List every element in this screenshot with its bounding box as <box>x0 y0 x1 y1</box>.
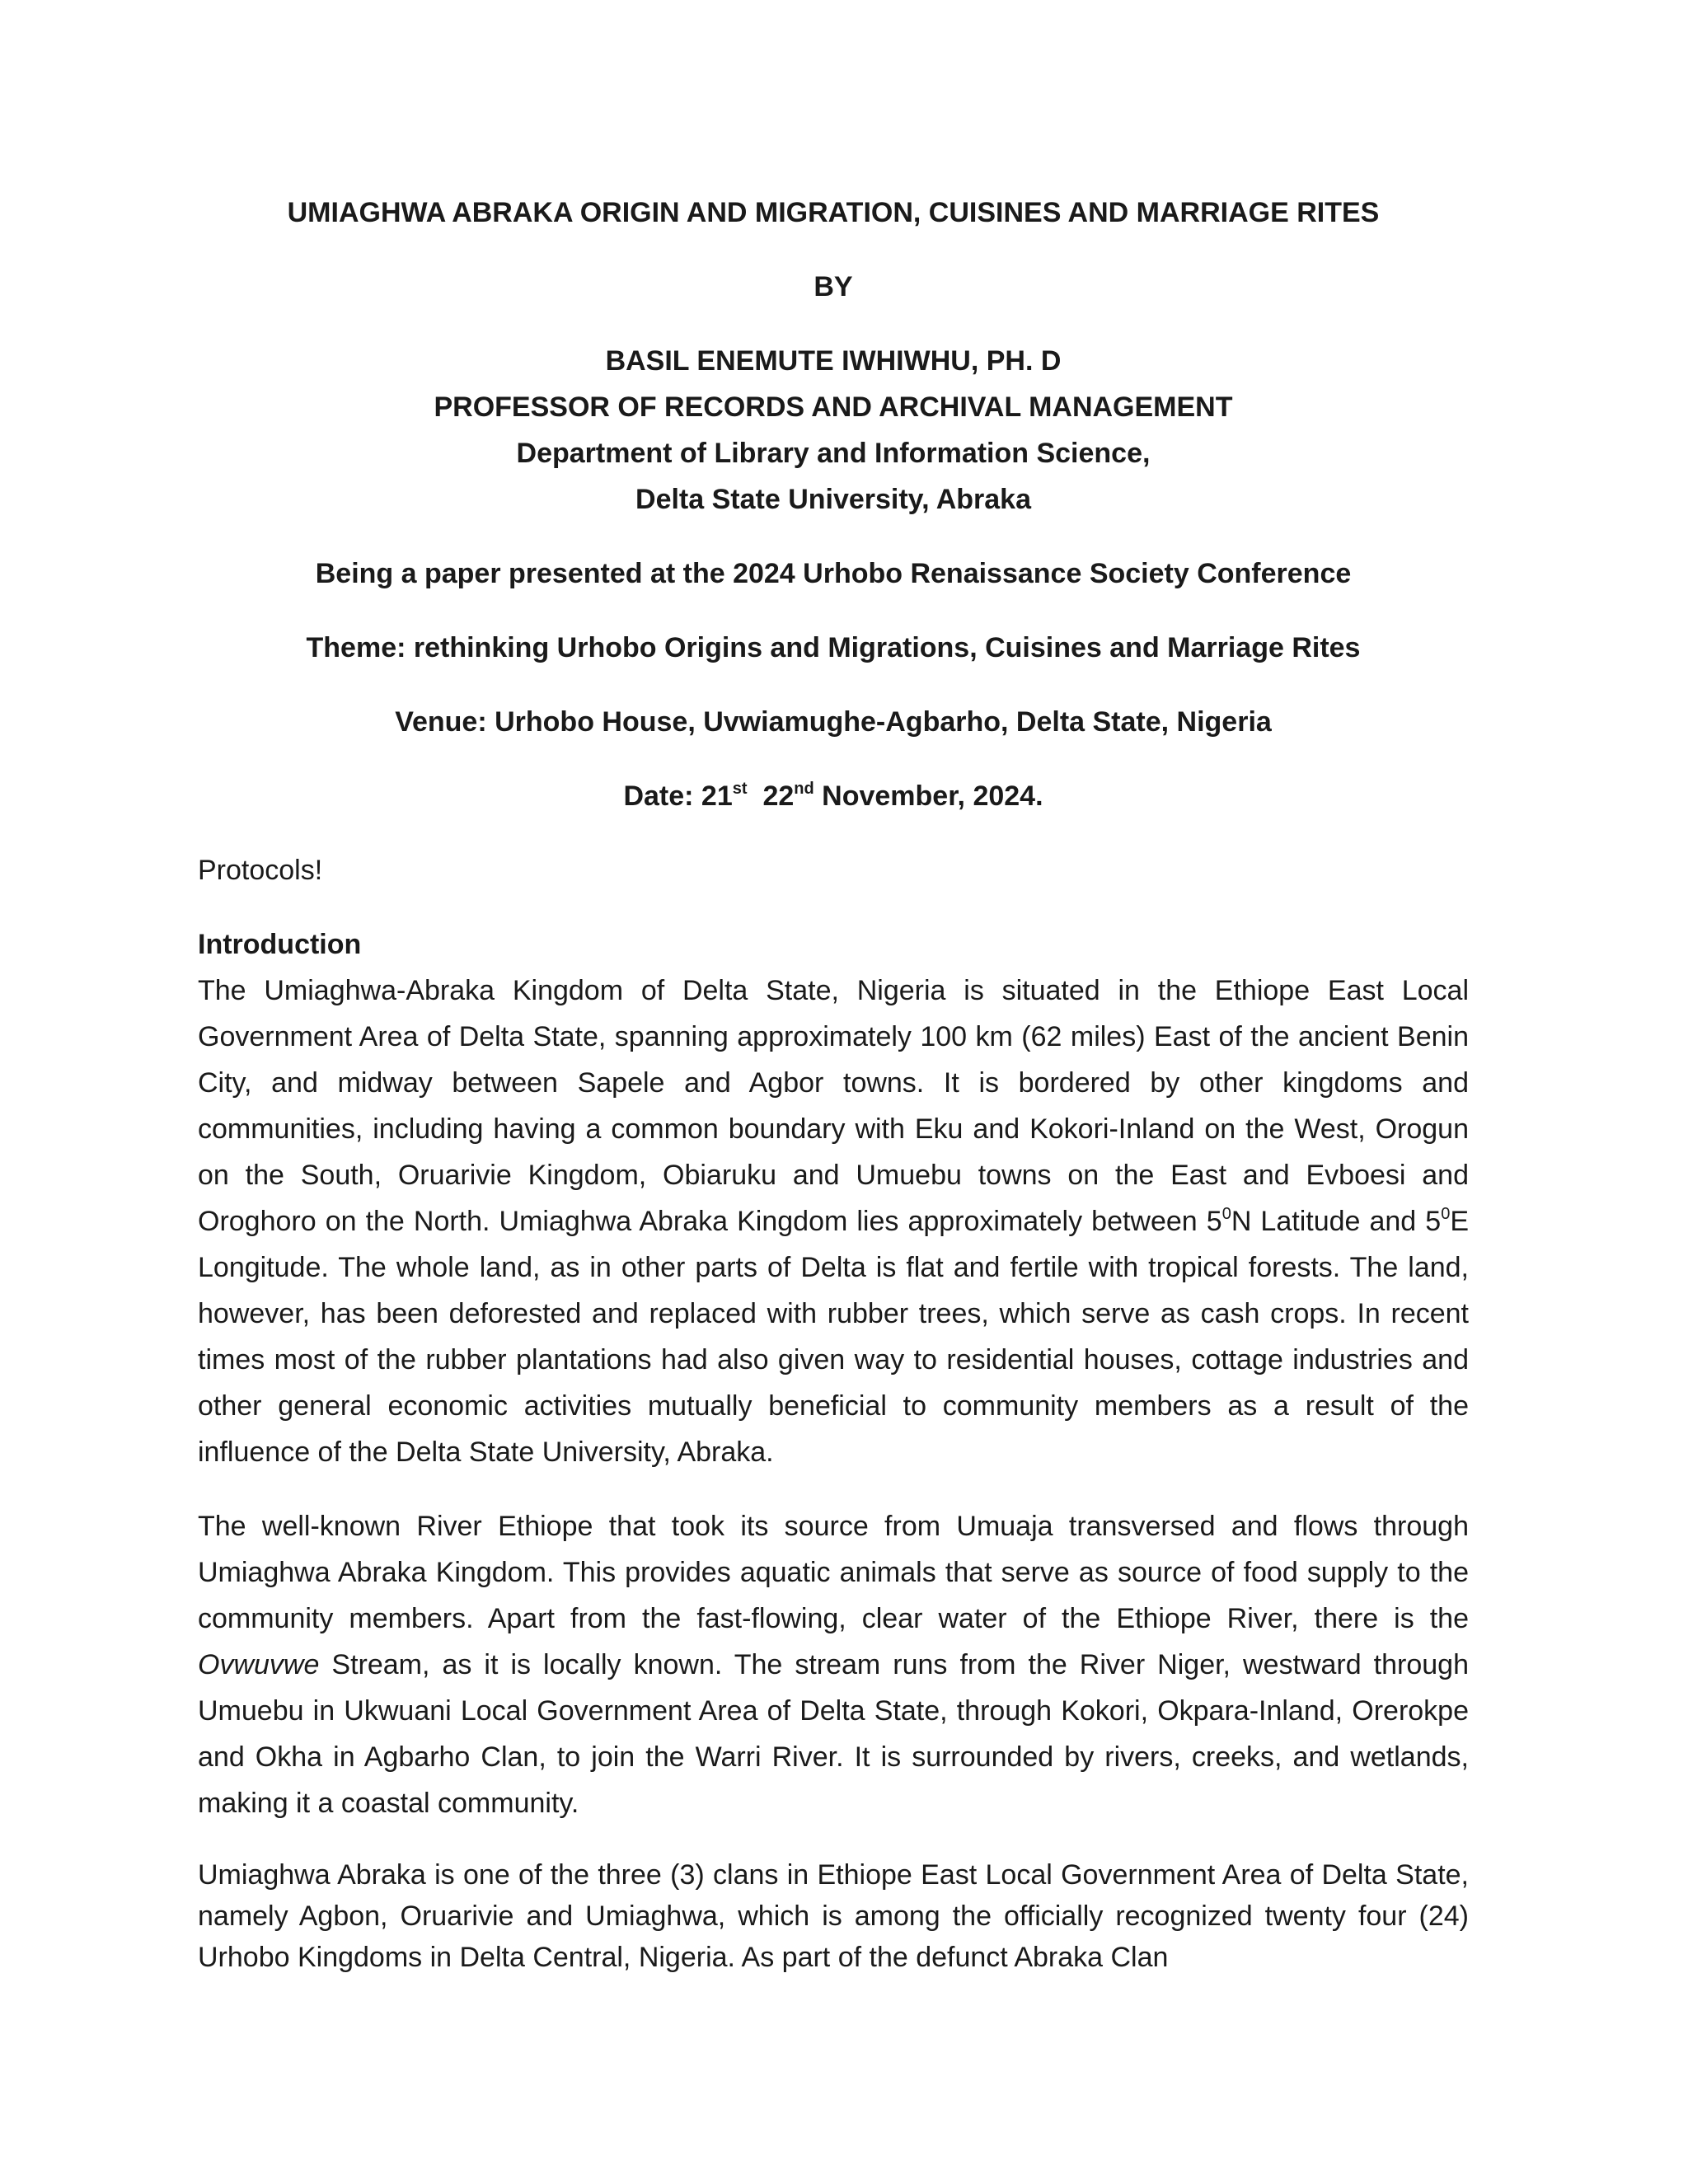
paragraph-1 <box>198 968 1469 1475</box>
paragraph-1-text-c: E Longitude. The whole land, as in other parts of Delta is flat and fertile with tropical forests. The land, however, has been deforested and replaced with rubber trees, which serve as cash crops. In recent times most of the rubber plantations had also given way to residential houses, cottage industries and other general economic activities mutually beneficial to community members as a result of the influence of the Delta State University, Abraka. <box>198 1206 1469 1468</box>
document-page <box>198 190 1469 1978</box>
author-university: Delta State University, Abraka <box>635 484 1031 515</box>
paragraph-1-text-a: The Umiaghwa-Abraka Kingdom of Delta State, Nigeria is situated in the Ethiope East Local Government Area of Delta State, spanning approximately 100 km (62 miles) East of the ancient Benin City, and midway between Sapele and Agbor towns. It is bordered by other kingdoms and communities, including having a common boundary with Eku and Kokori-Inland on the West, Orogun on the South, Oruarivie Kingdom, Obiaruku and Umuebu towns on the East and Evboesi and Oroghoro on the North. Umiaghwa Abraka Kingdom lies approximately between 5 <box>198 975 1469 1237</box>
degree-sup-2: 0 <box>1441 1204 1451 1223</box>
by-line: BY <box>814 271 853 302</box>
venue-line: Venue: Urhobo House, Uvwiamughe-Agbarho, Delta State, Nigeria <box>395 706 1272 738</box>
paper-title: UMIAGHWA ABRAKA ORIGIN AND MIGRATION, CUISINES AND MARRIAGE RITES <box>287 197 1380 228</box>
paragraph-2 <box>198 1503 1469 1826</box>
date-day2: 22 <box>762 780 795 812</box>
author-position: PROFESSOR OF RECORDS AND ARCHIVAL MANAGEMENT <box>434 391 1233 423</box>
author-name: BASIL ENEMUTE IWHIWHU, PH. D <box>605 345 1062 377</box>
date-line <box>198 773 1469 819</box>
author-block <box>198 338 1469 523</box>
occasion-line: Being a paper presented at the 2024 Urhobo Renaissance Society Conference <box>315 558 1352 589</box>
author-department: Department of Library and Information Science, <box>516 438 1151 469</box>
protocols-text: Protocols! <box>198 855 323 886</box>
introduction-heading: Introduction <box>198 929 362 960</box>
paragraph-2-text-b: Stream, as it is locally known. The stream runs from the River Niger, westward through Umuebu in Ukwuani Local Government Area of Delta State, through Kokori, Okpara-Inland, Orerokpe and Okha in Agbarho Clan, to join the Warri River. It is surrounded by rivers, creeks, and wetlands, making it a coastal community. <box>198 1649 1469 1819</box>
degree-sup-1: 0 <box>1221 1204 1231 1223</box>
paragraph-2-text-a: The well-known River Ethiope that took its source from Umuaja transversed and flows through Umiaghwa Abraka Kingdom. This provides aquatic animals that serve as source of food supply to the community members. Apart from the fast-flowing, clear water of the Ethiope River, there is the <box>198 1511 1469 1634</box>
date-day1: Date: 21 <box>623 780 733 812</box>
theme-line: Theme: rethinking Urhobo Origins and Migrations, Cuisines and Marriage Rites <box>306 632 1361 663</box>
paragraph-3: Umiaghwa Abraka is one of the three (3) clans in Ethiope East Local Government Area of Delta State, namely Agbon, Oruarivie and Umiaghwa, which is among the officially recognized twenty four (24) Urhobo Kingdoms in Delta Central, Nigeria. As part of the defunct Abraka Clan <box>198 1859 1469 1973</box>
date-sup1: st <box>732 779 748 798</box>
date-month-year: November, 2024. <box>814 780 1043 812</box>
stream-name-italic: Ovwuvwe <box>198 1649 320 1680</box>
date-sup2: nd <box>794 779 814 798</box>
paragraph-1-text-b: N Latitude and 5 <box>1231 1206 1442 1237</box>
